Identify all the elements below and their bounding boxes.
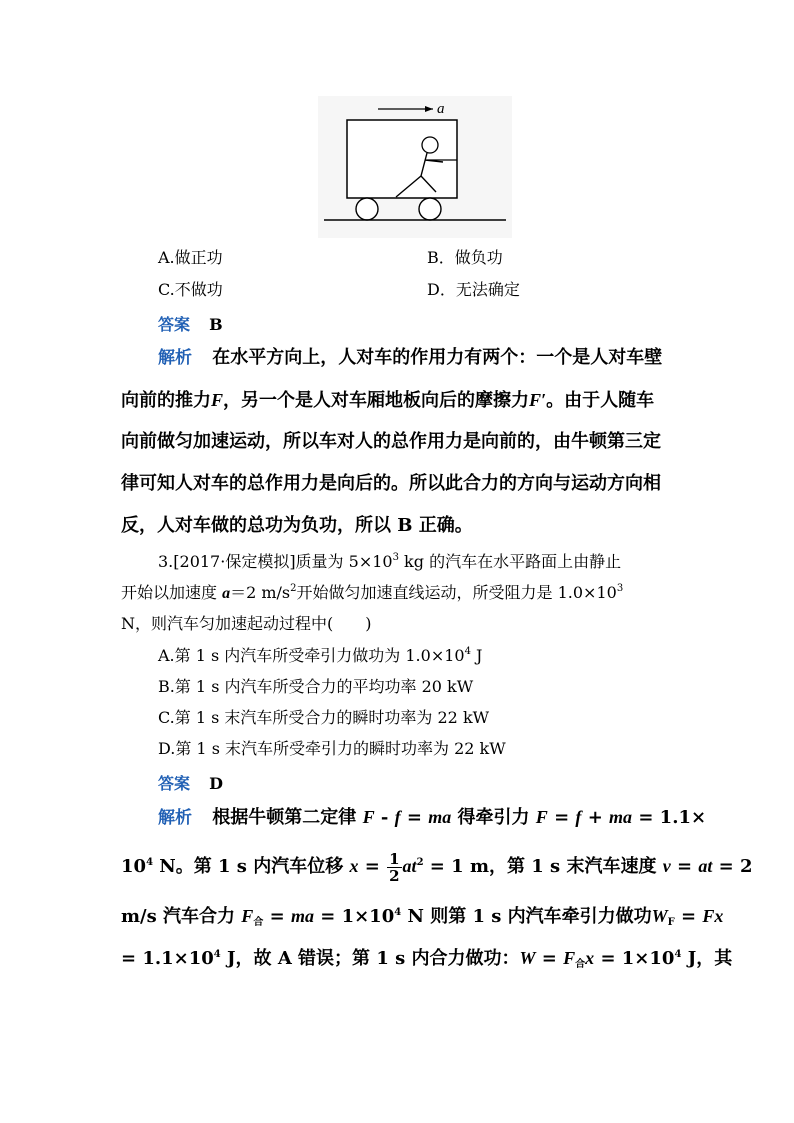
- acceleration-label: a: [437, 101, 445, 117]
- person-head: [422, 137, 438, 153]
- q3-option-b: B.第 1 s 内汽车所受合力的平均功率 20 kW: [158, 677, 474, 696]
- q3-stem-line-1: 3.[2017·保定模拟]质量为 $5\times 10^3$ kg 的汽车在水平路面上由静止: [158, 552, 622, 571]
- explanation-label: 解析: [158, 348, 192, 368]
- fraction-one-half: $\frac{1}{2}$: [389, 849, 400, 885]
- answer-value: B: [209, 315, 223, 334]
- q3-explanation-line-3: m/s 汽车合力 $F_合$ = ma = $1\times 10^4$ N 则第 1 s 内汽车牵引力做功$W_F = Fx$: [121, 906, 724, 928]
- q2-explanation-line-5: 反，人对车做的总功为负功，所以 B 正确。: [121, 515, 473, 536]
- q2-option-c: C.不做功: [158, 280, 223, 299]
- answer-value: D: [209, 774, 223, 793]
- q3-stem-line-2: 开始以加速度 a＝2 $m/s^2$开始做匀加速直线运动，所受阻力是 $1.0\times 10^3$: [121, 583, 624, 602]
- q3-explanation-line-1: 解析 根据牛顿第二定律 F - f = ma 得牵引力 F = f + ma = 1.1×: [158, 807, 707, 828]
- q2-explanation-line-1: 解析 在水平方向上，人对车的作用力有两个：一个是人对车壁: [158, 347, 663, 368]
- q3-stem-line-3: N，则汽车匀加速起动过程中( ): [121, 614, 372, 633]
- q2-explanation-line-4: 律可知人对车的总作用力是向后的。所以此合力的方向与运动方向相: [121, 473, 661, 494]
- q3-option-d: D.第 1 s 末汽车所受牵引力的瞬时功率为 22 kW: [158, 739, 506, 758]
- cart-figure: [318, 96, 512, 238]
- q2-option-b: B．做负功: [427, 248, 503, 267]
- q3-option-c: C.第 1 s 末汽车所受合力的瞬时功率为 22 kW: [158, 708, 490, 727]
- q3-option-a: A.第 1 s 内汽车所受牵引力做功为 $1.0\times 10^4$ J: [158, 646, 483, 665]
- q2-explanation-line-3: 向前做匀加速运动，所以车对人的总作用力是向前的，由牛顿第三定: [121, 431, 661, 452]
- cart-wheel-right: [419, 198, 441, 220]
- q2-answer: [158, 312, 223, 335]
- answer-label: 答案: [158, 774, 191, 793]
- explanation-label: 解析: [158, 808, 192, 828]
- q3-answer: [158, 771, 223, 794]
- q3-explanation-line-4: = $1.1\times 10^4$ J，故 A 错误；第 1 s 内合力做功：$W = F_合x = 1\times 10^4$ J，其: [121, 948, 733, 970]
- q2-option-d: D．无法确定: [427, 280, 520, 299]
- cart-wheel-left: [356, 198, 378, 220]
- cart-body: [347, 120, 457, 198]
- q3-explanation-line-2: $10^4$ N。第 1 s 内汽车位移 x = $\frac{1}{2}$ $at^2 = 1$ m，第 1 s 末汽车速度 v = at = 2: [121, 849, 753, 885]
- q2-explanation-line-2: 向前的推力F，另一个是人对车厢地板向后的摩擦力F′。由于人随车: [121, 390, 655, 411]
- answer-label: 答案: [158, 315, 191, 334]
- q2-option-a: A.做正功: [158, 248, 223, 267]
